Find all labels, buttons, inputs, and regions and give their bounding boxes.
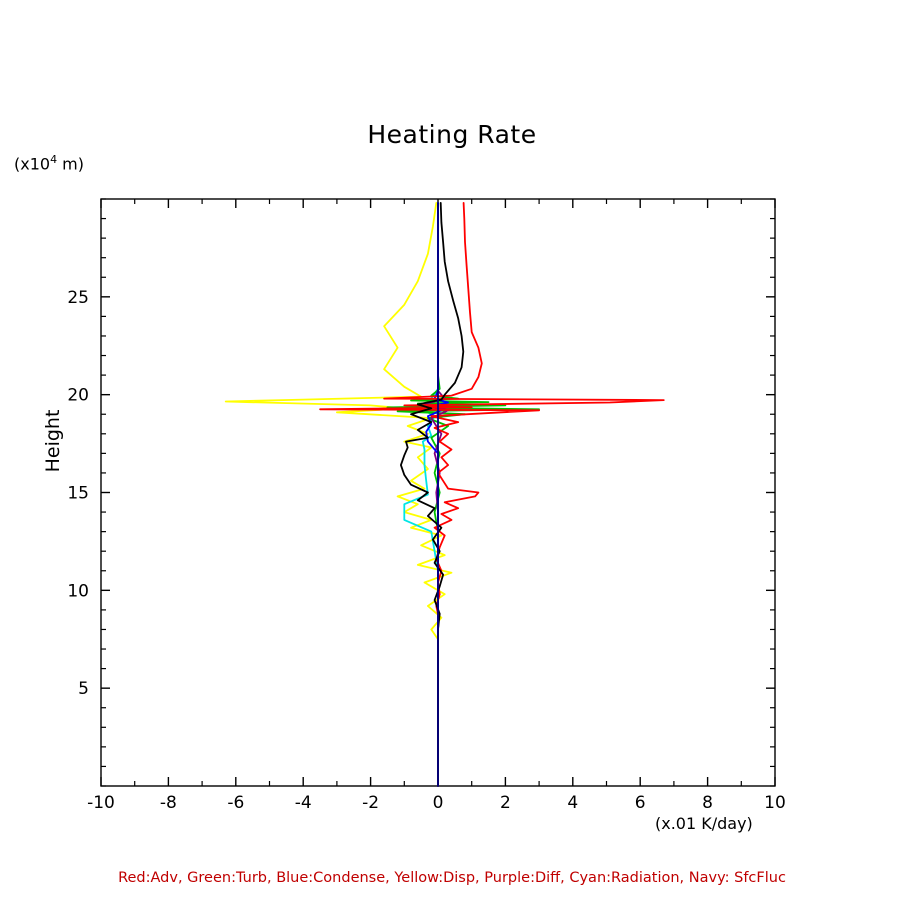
series-line-turb	[387, 203, 539, 786]
chart-title: Heating Rate	[367, 120, 537, 149]
series-line-total	[401, 203, 463, 786]
x-axis-tick-label: -2	[362, 793, 380, 813]
y-axis-unit-suffix: m)	[57, 154, 84, 174]
y-axis-tick-label: 10	[67, 581, 89, 602]
x-axis-tick-label: 6	[634, 793, 646, 813]
x-axis-unit-label: (x.01 K/day)	[655, 814, 753, 833]
x-axis-tick-label: -4	[294, 793, 312, 813]
x-axis-tick-label: -6	[227, 793, 245, 813]
y-axis-tick-label: 20	[67, 385, 89, 406]
x-axis-tick-label: 0	[432, 793, 444, 813]
y-axis-unit-exponent: 4	[50, 153, 58, 166]
y-axis-tick-label: 5	[78, 679, 89, 700]
y-axis-unit-prefix: (x10	[14, 154, 51, 174]
x-axis-tick-label: 8	[702, 793, 714, 813]
x-axis-tick-label: -8	[159, 793, 177, 813]
y-axis-tick-label: 15	[67, 483, 89, 504]
x-axis-tick-label: 4	[567, 793, 579, 813]
series-line-disp	[226, 203, 452, 786]
series-line-adv	[320, 203, 664, 786]
x-axis-tick-label: 2	[499, 793, 511, 813]
y-axis-label: Height	[42, 409, 64, 473]
x-axis-tick-label: 10	[764, 793, 786, 813]
y-axis-tick-label: 25	[67, 287, 89, 308]
x-axis-tick-label: -10	[87, 793, 115, 813]
legend-caption: Red:Adv, Green:Turb, Blue:Condense, Yellow:Disp, Purple:Diff, Cyan:Radiation, Navy: SfcFluc	[118, 870, 786, 886]
